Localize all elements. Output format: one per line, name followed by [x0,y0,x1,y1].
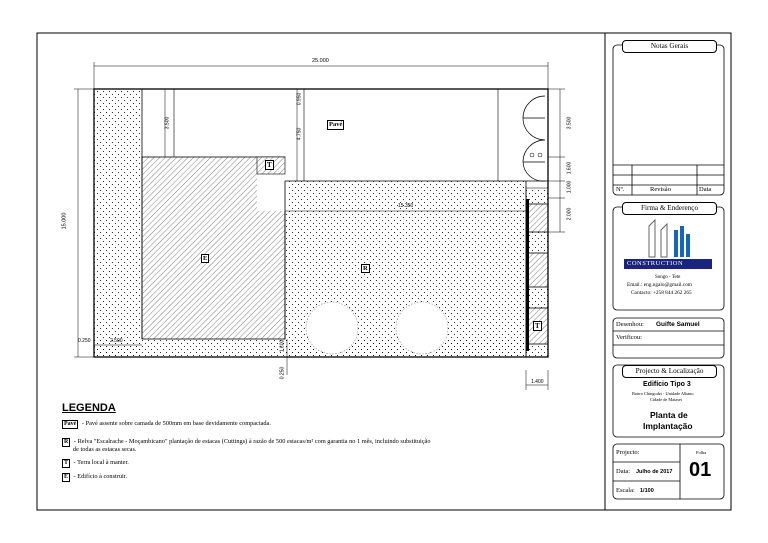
legend-code: Pavé [64,421,77,427]
right-dot-1 [526,188,548,204]
right-hatch-2 [526,253,548,287]
dim-d6: 1.000 [566,180,573,194]
desenhou-value: Guifte Samuel [656,321,700,328]
right-dark-column [526,199,529,351]
dim-d3: 4.750 [296,127,303,141]
zone-label-pave: Pavé [329,121,343,128]
company-email: Email.: eng.ngalo@gmail.com [627,282,692,288]
legend-text: - Pavé assente sobre camada de 500mm em base devidamente compactada. [80,420,271,427]
legend-code: T [64,460,69,466]
dim-d12: 0.250 [279,366,286,380]
sheet-title-1: Planta de [650,410,688,420]
data-label: Data: [616,468,631,475]
dim-total-height: 15.000 [61,212,68,230]
legend-text: - Edifício à construir. [72,473,128,480]
data-value: Julho de 2017 [636,469,673,475]
escala-value: 1/100 [640,488,654,494]
sheet-title-2: Implantação [643,421,693,431]
rev-data-header: Data [699,186,712,193]
dim-d8: 15.350 [398,203,414,209]
dim-total-width: 25.000 [312,58,329,64]
legend-item-pave [62,420,582,429]
door-arcs [523,96,545,181]
dim-d13: 1.400 [531,379,544,385]
tree-2 [396,302,448,354]
firma-caption: Firma & Enderenço [622,202,717,215]
project-bairro: Bairro Chingodzi - Unidade Albano [632,391,694,396]
dim-d7: 2.000 [566,207,573,221]
legend-text: - Relva "Escalrache - Moçambicano" plantação de estacas (Cuttings) à razão de 500 estacas/m² com garantia no 1 mês, incluindo substituição [72,438,431,445]
logo-text: CONSTRUCTION [627,260,684,267]
tree-1 [306,302,358,354]
projecto-label: Projecto: [616,449,640,456]
dim-d4: 3.500 [566,116,573,130]
legend-text: - Terra local à manter. [72,459,129,466]
dim-d2: 0.950 [296,92,303,106]
zone-label-terra-bottom: T [535,322,540,330]
legend-text: de todas as estacas secas. [73,446,137,453]
dim-d10: 2.500 [110,338,123,344]
right-dot-2 [526,232,548,253]
desenhou-label: Desenhou: [616,321,644,328]
right-dot-3 [526,287,548,308]
plan [74,62,565,390]
project-name: Edifício Tipo 3 [643,381,691,388]
legend-item-relva-cont [73,446,593,454]
rev-n-header: Nº. [616,186,625,193]
zone-label-edificio: E [203,255,208,262]
relva-left-strip [94,89,142,357]
sheet-number: 01 [689,459,712,481]
legend-item-edificio [62,473,582,482]
verificou-label: Verificou: [616,334,642,341]
legend-code: E [64,474,69,480]
rev-revisao-header: Revisão [650,186,671,193]
folha-label: Folha [696,450,707,455]
escala-label: Escala: [616,487,635,494]
legend-code: R [64,439,69,445]
notas-gerais-caption: Notas Gerais [622,40,717,53]
legend-title: LEGENDA [62,402,116,414]
company-contact: Contacto: +258 844 262 265 [631,290,692,296]
dim-d5: 1.600 [566,161,573,175]
right-hatch-1 [526,204,548,232]
legend-item-terra [62,459,582,468]
project-cidade: Cidade de Maiasei [650,397,682,402]
dim-d9: 0.250 [78,338,91,344]
right-dot-4 [526,344,548,357]
dim-d1: 3.500 [164,116,171,130]
zone-label-terra-top: T [267,161,272,169]
dim-d11: 1.600 [279,339,286,353]
zone-label-relva: R [363,265,368,272]
company-city: Songo - Tete [655,275,681,280]
projecto-loc-caption: Projecto & Localização [622,365,717,378]
